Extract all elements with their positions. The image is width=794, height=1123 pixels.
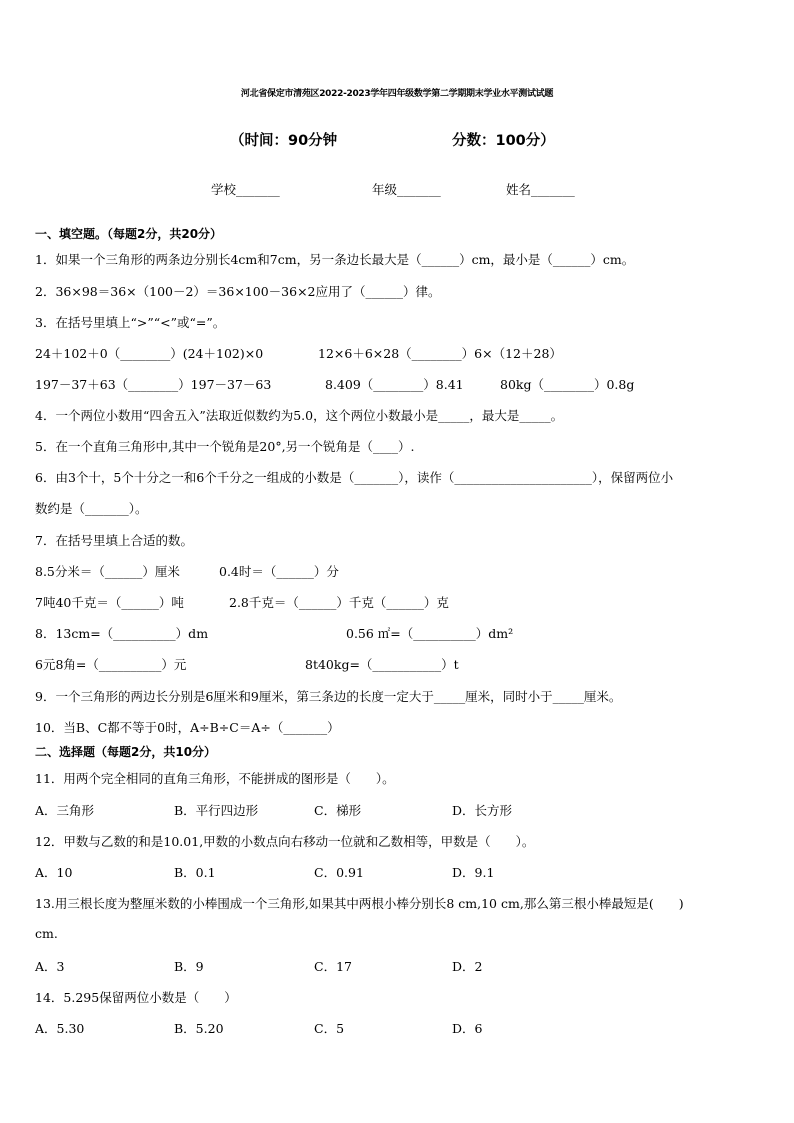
question-11: 11．用两个完全相同的直角三角形，不能拼成的图形是（ ）。 <box>35 771 395 786</box>
question-8d: 8t40kg=（___________）t <box>305 657 459 672</box>
question-11-option-c: C．梯形 <box>314 803 362 818</box>
question-13-option-c: C．17 <box>314 959 352 974</box>
school-field: 学校_______ <box>211 182 280 197</box>
question-13-line1: 13.用三根长度为整厘米数的小棒围成一个三角形,如果其中两根小棒分别长8 cm,10 cm,那么第三根小棒最短是( ) <box>35 896 684 911</box>
question-7b: 0.4时＝（______）分 <box>219 564 339 579</box>
question-8c: 6元8角=（__________）元 <box>35 657 187 672</box>
question-10: 10．当B、C都不等于0时，A÷B÷C＝A÷（_______） <box>35 720 340 735</box>
question-13-option-b: B．9 <box>174 959 204 974</box>
question-2: 2．36×98＝36×（100－2）＝36×100－36×2应用了（______）律。 <box>35 284 441 299</box>
question-3d: 8.409（________）8.41 <box>325 377 464 392</box>
question-7: 7．在括号里填上合适的数。 <box>35 533 193 548</box>
question-12-option-b: B．0.1 <box>174 865 216 880</box>
question-12-option-c: C．0.91 <box>314 865 364 880</box>
question-6-line2: 数约是（_______）。 <box>35 501 148 516</box>
question-1: 1．如果一个三角形的两条边分别长4cm和7cm，另一条边长最大是（______）cm，最小是（______）cm。 <box>35 252 635 267</box>
question-14-option-b: B．5.20 <box>174 1021 224 1036</box>
question-3: 3．在括号里填上“>”“<”或“=”。 <box>35 315 226 330</box>
question-3a: 24＋102＋0（________）(24＋102)×0 <box>35 346 264 361</box>
question-14-option-c: C．5 <box>314 1021 345 1036</box>
question-11-option-a: A．三角形 <box>35 803 95 818</box>
question-3c: 197－37＋63（________）197－37－63 <box>35 377 272 392</box>
name-field: 姓名_______ <box>506 182 575 197</box>
question-7d: 2.8千克＝（______）千克（______）克 <box>229 595 449 610</box>
question-12-option-a: A．10 <box>35 865 73 880</box>
question-4: 4．一个两位小数用“四舍五入”法取近似数约为5.0，这个两位小数最小是_____，最大是_____。 <box>35 408 564 423</box>
question-12: 12．甲数与乙数的和是10.01,甲数的小数点向右移动一位就和乙数相等，甲数是（ ）。 <box>35 834 535 849</box>
question-11-option-d: D．长方形 <box>452 803 513 818</box>
question-5: 5．在一个直角三角形中,其中一个锐角是20°,另一个锐角是（____）. <box>35 439 415 454</box>
question-14: 14．5.295保留两位小数是（ ） <box>35 990 237 1005</box>
section-heading-choice: 二、选择题（每题2分，共10分） <box>35 745 217 759</box>
question-14-option-a: A．5.30 <box>35 1021 85 1036</box>
question-3e: 80kg（________）0.8g <box>500 377 635 392</box>
question-9: 9．一个三角形的两边长分别是6厘米和9厘米，第三条边的长度一定大于_____厘米，同时小于_____厘米。 <box>35 689 622 704</box>
question-6-line1: 6．由3个十，5个十分之一和6个千分之一组成的小数是（_______），读作（______________________），保留两位小 <box>35 470 674 485</box>
question-13-option-a: A．3 <box>35 959 65 974</box>
question-13-option-d: D．2 <box>452 959 483 974</box>
section-heading-fill-blank: 一、填空题。（每题2分，共20分） <box>35 227 223 241</box>
question-8a: 8．13cm=（__________）dm <box>35 626 209 641</box>
question-7c: 7吨40千克＝（______）吨 <box>35 595 184 610</box>
grade-field: 年级_______ <box>372 182 441 197</box>
question-14-option-d: D．6 <box>452 1021 483 1036</box>
exam-time: （时间：90分钟 <box>230 133 338 149</box>
question-3b: 12×6＋6×28（________）6×（12＋28） <box>318 346 562 361</box>
exam-score: 分数：100分） <box>452 133 555 149</box>
question-13-line2: cm. <box>35 926 58 941</box>
question-8b: 0.56 ㎡=（__________）dm² <box>346 626 514 641</box>
question-7a: 8.5分米＝（______）厘米 <box>35 564 180 579</box>
question-12-option-d: D．9.1 <box>452 865 495 880</box>
page-title: 河北省保定市清苑区2022-2023学年四年级数学第二学期期末学业水平测试试题 <box>240 89 554 99</box>
question-11-option-b: B．平行四边形 <box>174 803 259 818</box>
